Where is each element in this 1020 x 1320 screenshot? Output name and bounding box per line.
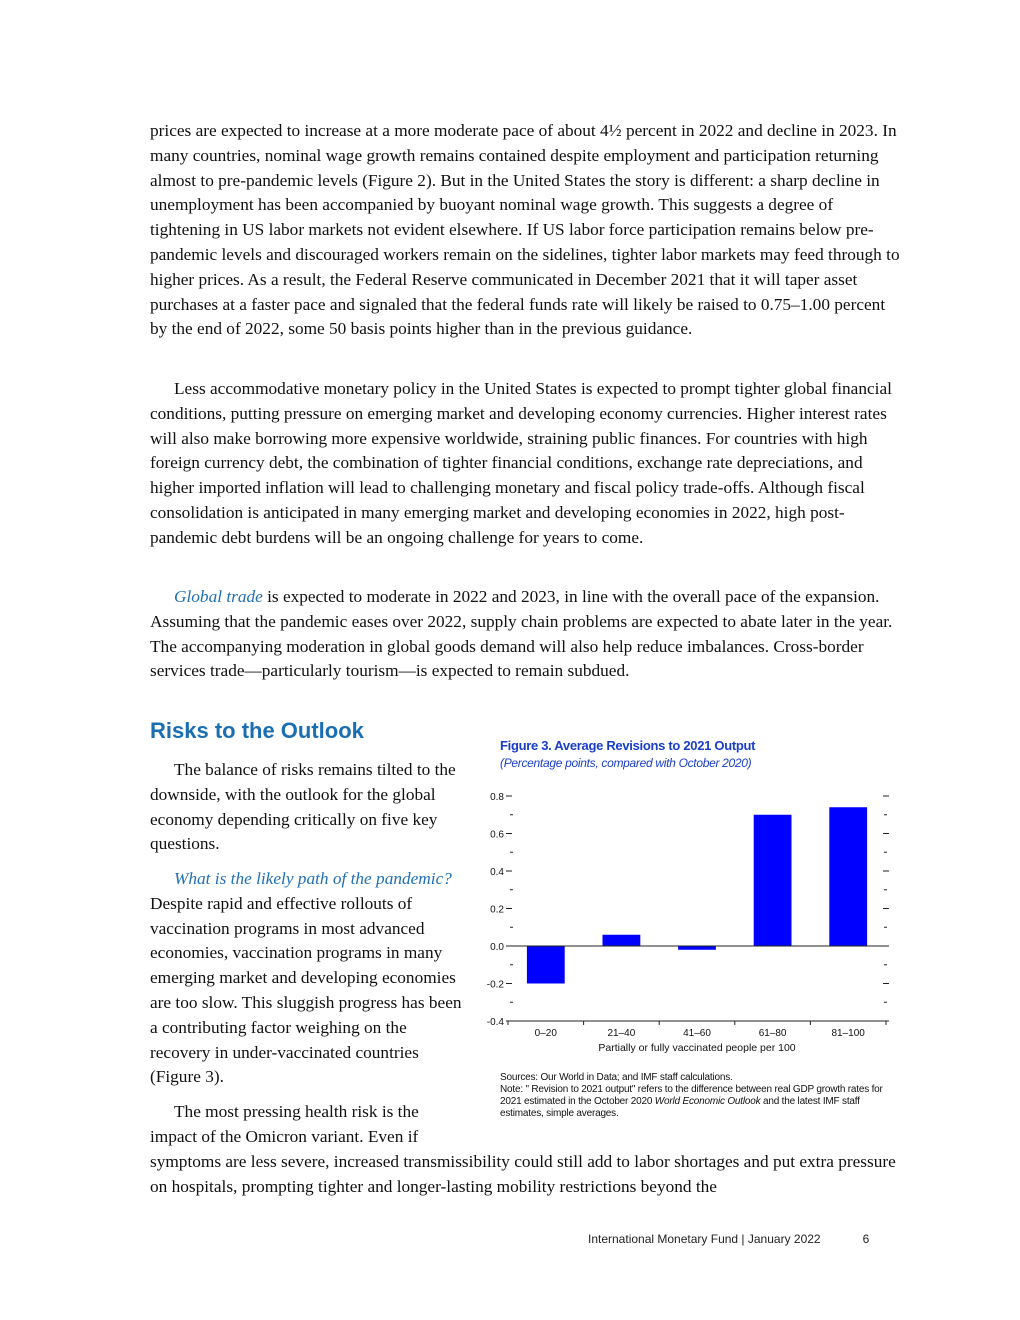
x-tick-label: 81–100 bbox=[831, 1028, 865, 1039]
figure-title: Figure 3. Average Revisions to 2021 Output bbox=[500, 738, 756, 753]
y-tick-label: 0.6 bbox=[490, 829, 504, 841]
figure-subtitle: (Percentage points, compared with October 2020) bbox=[500, 756, 752, 770]
section-heading-risks: Risks to the Outlook bbox=[150, 718, 364, 743]
footer-publication: International Monetary Fund | January 2022 bbox=[588, 1232, 821, 1246]
body-paragraph-1: prices are expected to increase at a more moderate pace of about 4½ percent in 2022 and decline in 2023. In many countries, nominal wage growth remains contained despite employment and participation returning almost to pre-pandemic levels (Figure 2). But in the United States the story is different: a sharp decline in unemployment has been accompanied by buoyant nominal wage growth. This suggests a degree of tightening in US labor markets not evident elsewhere. If US labor force participation remains below pre-pandemic levels and discouraged workers remain on the sidelines, tighter labor markets may feed through to higher prices. As a result, the Federal Reserve communicated in December 2021 that it will taper asset purchases at a faster pace and signaled that the federal funds rate will likely be raised to 0.75–1.00 percent by the end of 2022, some 50 basis points higher than in the previous guidance. bbox=[150, 121, 900, 339]
pandemic-question-link[interactable]: What is the likely path of the pandemic? bbox=[174, 869, 452, 888]
body-paragraph-4: symptoms are less severe, increased transmissibility could still add to labor shortages and put extra pressure on hospitals, prompting tighter and longer-lasting mobility restrictions beyond the bbox=[150, 1152, 896, 1196]
bar-chart bbox=[486, 784, 898, 1064]
body-paragraph-2: Less accommodative monetary policy in the United States is expected to prompt tighter global financial conditions, putting pressure on emerging market and developing economy currencies. Higher interest rates will also make borrowing more expensive worldwide, straining public finances. For countries with high foreign currency debt, the combination of tighter financial conditions, exchange rate depreciations, and higher imported inflation will lead to challenging monetary and fiscal policy trade-offs. Although fiscal consolidation is anticipated in many emerging market and developing economies in 2022, high post-pandemic debt burdens will be an ongoing challenge for years to come. bbox=[150, 379, 892, 547]
x-tick-label: 61–80 bbox=[758, 1028, 787, 1039]
bar bbox=[829, 807, 867, 946]
bar bbox=[603, 935, 641, 946]
page-footer bbox=[588, 1232, 869, 1246]
y-tick-label: -0.4 bbox=[486, 1017, 504, 1028]
x-axis-label: Partially or fully vaccinated people per 100 bbox=[598, 1042, 796, 1054]
risks-intro-paragraph: The balance of risks remains tilted to the downside, with the outlook for the global economy depending critically on five key questions. bbox=[150, 760, 456, 854]
pandemic-paragraph-text: Despite rapid and effective rollouts of vaccination programs in most advanced economies, vaccination programs in many emerging market and developing economies are too slow. This sluggish progress has been a contributing factor weighing on the recovery in under-vaccinated countries (Figure 3). bbox=[150, 893, 462, 1087]
bar bbox=[754, 815, 792, 946]
body-paragraph-3-text: is expected to moderate in 2022 and 2023, in line with the overall pace of the expansion. Assuming that the pandemic eases over 2022, supply chain problems are expected to abate later in the year. The accompanying moderation in global goods demand will also help reduce imbalances. Cross-border services trade—particularly tourism—is expected to remain subdued. bbox=[150, 587, 893, 681]
bar bbox=[678, 946, 716, 950]
y-tick-label: 0.0 bbox=[490, 942, 504, 953]
figure-sources: Sources: Our World in Data; and IMF staff calculations. bbox=[500, 1072, 733, 1083]
x-tick-label: 21–40 bbox=[607, 1028, 636, 1039]
y-tick-label: 0.2 bbox=[490, 904, 504, 916]
y-tick-label: -0.2 bbox=[486, 979, 504, 991]
x-tick-label: 41–60 bbox=[683, 1028, 711, 1039]
omicron-paragraph: The most pressing health risk is the impact of the Omicron variant. Even if bbox=[150, 1102, 419, 1146]
y-tick-label: 0.4 bbox=[490, 867, 504, 878]
figure-note: Note: " Revision to 2021 output" refers to the difference between real GDP growth rates for 2021 estimated in the October 2020 World Economic Outlook and the latest IMF staff estimates, simple averages. bbox=[500, 1084, 883, 1119]
y-tick-label: 0.8 bbox=[490, 792, 504, 803]
body-paragraph-3 bbox=[150, 585, 902, 684]
pandemic-paragraph bbox=[150, 867, 462, 1090]
bar bbox=[527, 946, 565, 984]
page-number: 6 bbox=[862, 1232, 870, 1246]
figure-notes bbox=[500, 1072, 890, 1120]
x-tick-label: 0–20 bbox=[534, 1028, 557, 1039]
global-trade-link[interactable]: Global trade bbox=[174, 587, 263, 606]
figure-3 bbox=[486, 736, 898, 1136]
